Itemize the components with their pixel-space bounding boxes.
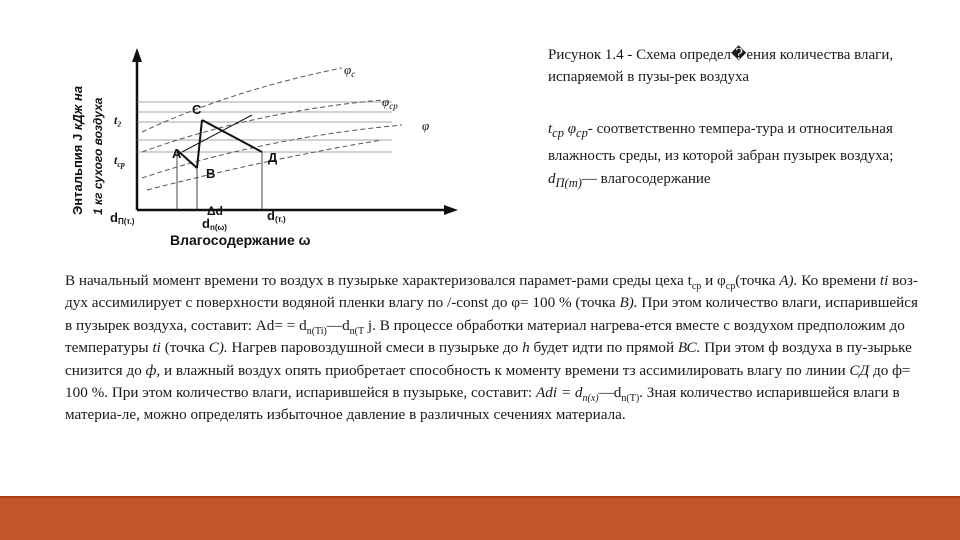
tick-d-left: dП(т.) bbox=[110, 210, 135, 226]
y-axis-title: Энтальпия J кДж на bbox=[70, 85, 85, 215]
legend-phi-symbol: φ bbox=[567, 121, 577, 137]
legend-d-symbol: d bbox=[548, 171, 556, 187]
x-axis-arrow bbox=[444, 205, 458, 215]
point-D: Д bbox=[268, 150, 278, 165]
legend-d-sub: П(т) bbox=[555, 176, 582, 190]
tick-t2: t₂ bbox=[114, 113, 122, 127]
legend-t-sub: ср bbox=[552, 126, 564, 140]
label-phi-c: $\varphi_с$ bbox=[344, 62, 356, 79]
figure-caption: Рисунок 1.4 - Схема определ�ения количества влаги, испаряемой в пузы-рек воздуха bbox=[548, 47, 894, 85]
line-CD bbox=[202, 120, 262, 152]
y-axis-title-line2: 1 кг сухого воздуха bbox=[91, 97, 105, 215]
x-axis-title: Влагосодержание ω bbox=[170, 232, 311, 248]
process-lines bbox=[177, 115, 262, 168]
label-phi: φ bbox=[422, 118, 430, 133]
enthalpy-diagram bbox=[62, 40, 462, 255]
tick-tcp: $t_{ср}$ bbox=[114, 153, 125, 169]
legend-dash: - bbox=[587, 121, 597, 137]
label-phi-cp: $\varphi_{ср}$ bbox=[382, 94, 398, 111]
legend-text-1: соответственно темпера-тура и относительная влажность среды, из которой забран пузырек воздуха; bbox=[548, 121, 894, 164]
curve-phi-cp bbox=[142, 100, 382, 152]
point-C: С bbox=[192, 102, 202, 117]
point-B: В bbox=[206, 166, 216, 181]
figure-legend bbox=[548, 118, 918, 195]
y-axis-arrow bbox=[132, 48, 142, 62]
legend-text-2: — влагосодержание bbox=[581, 171, 711, 187]
tick-delta-d: Δd bbox=[207, 204, 223, 218]
tick-d-right: d(т.) bbox=[267, 208, 286, 224]
tick-dn: dn(ω) bbox=[202, 216, 227, 232]
body-paragraph: В начальный момент времени то воздух в пузырьке характеризовался парамет-рами среды цеха $t_{ср}$ и $\varphi_{ср}(точка$ A). Ко времени ti воз-дух ассимилирует с поверхности водяной пленки влагу по /-const до φ= 100 % (точка В). При этом количество влаги, испарившейся в пузырек воздуха, составит: $Аd= = d_{n(Ti)}—d_{n(T}$ j. В процессе обработки материал нагрева-ется вместе с воздухом предположим до температуры ti (точка С). Нагрев паровоздушной смеси в пузырьке до h будет идти по прямой ВС. При этом ф воздуха в пу-зырьке снизится до ф, и влажный воздух опять приобретает способность к моменту времени тз ассимилировать влагу по линии СД до ф= 100 %. При этом количество влаги, испарившейся в пузырьке, составит: Adi = $d_{n(x)}—d_{n(T)}$. Зная количество испарившейся влаги в материа-ле, можно определять избыточное давление в различных сечениях материала. bbox=[65, 272, 919, 424]
point-A: A bbox=[172, 146, 182, 161]
footer-accent-bar bbox=[0, 498, 960, 540]
legend-phi-sub: ср bbox=[576, 126, 588, 140]
diagram-svg bbox=[62, 40, 462, 255]
legend-t-symbol: t bbox=[548, 121, 553, 137]
phi-curves bbox=[142, 68, 402, 190]
